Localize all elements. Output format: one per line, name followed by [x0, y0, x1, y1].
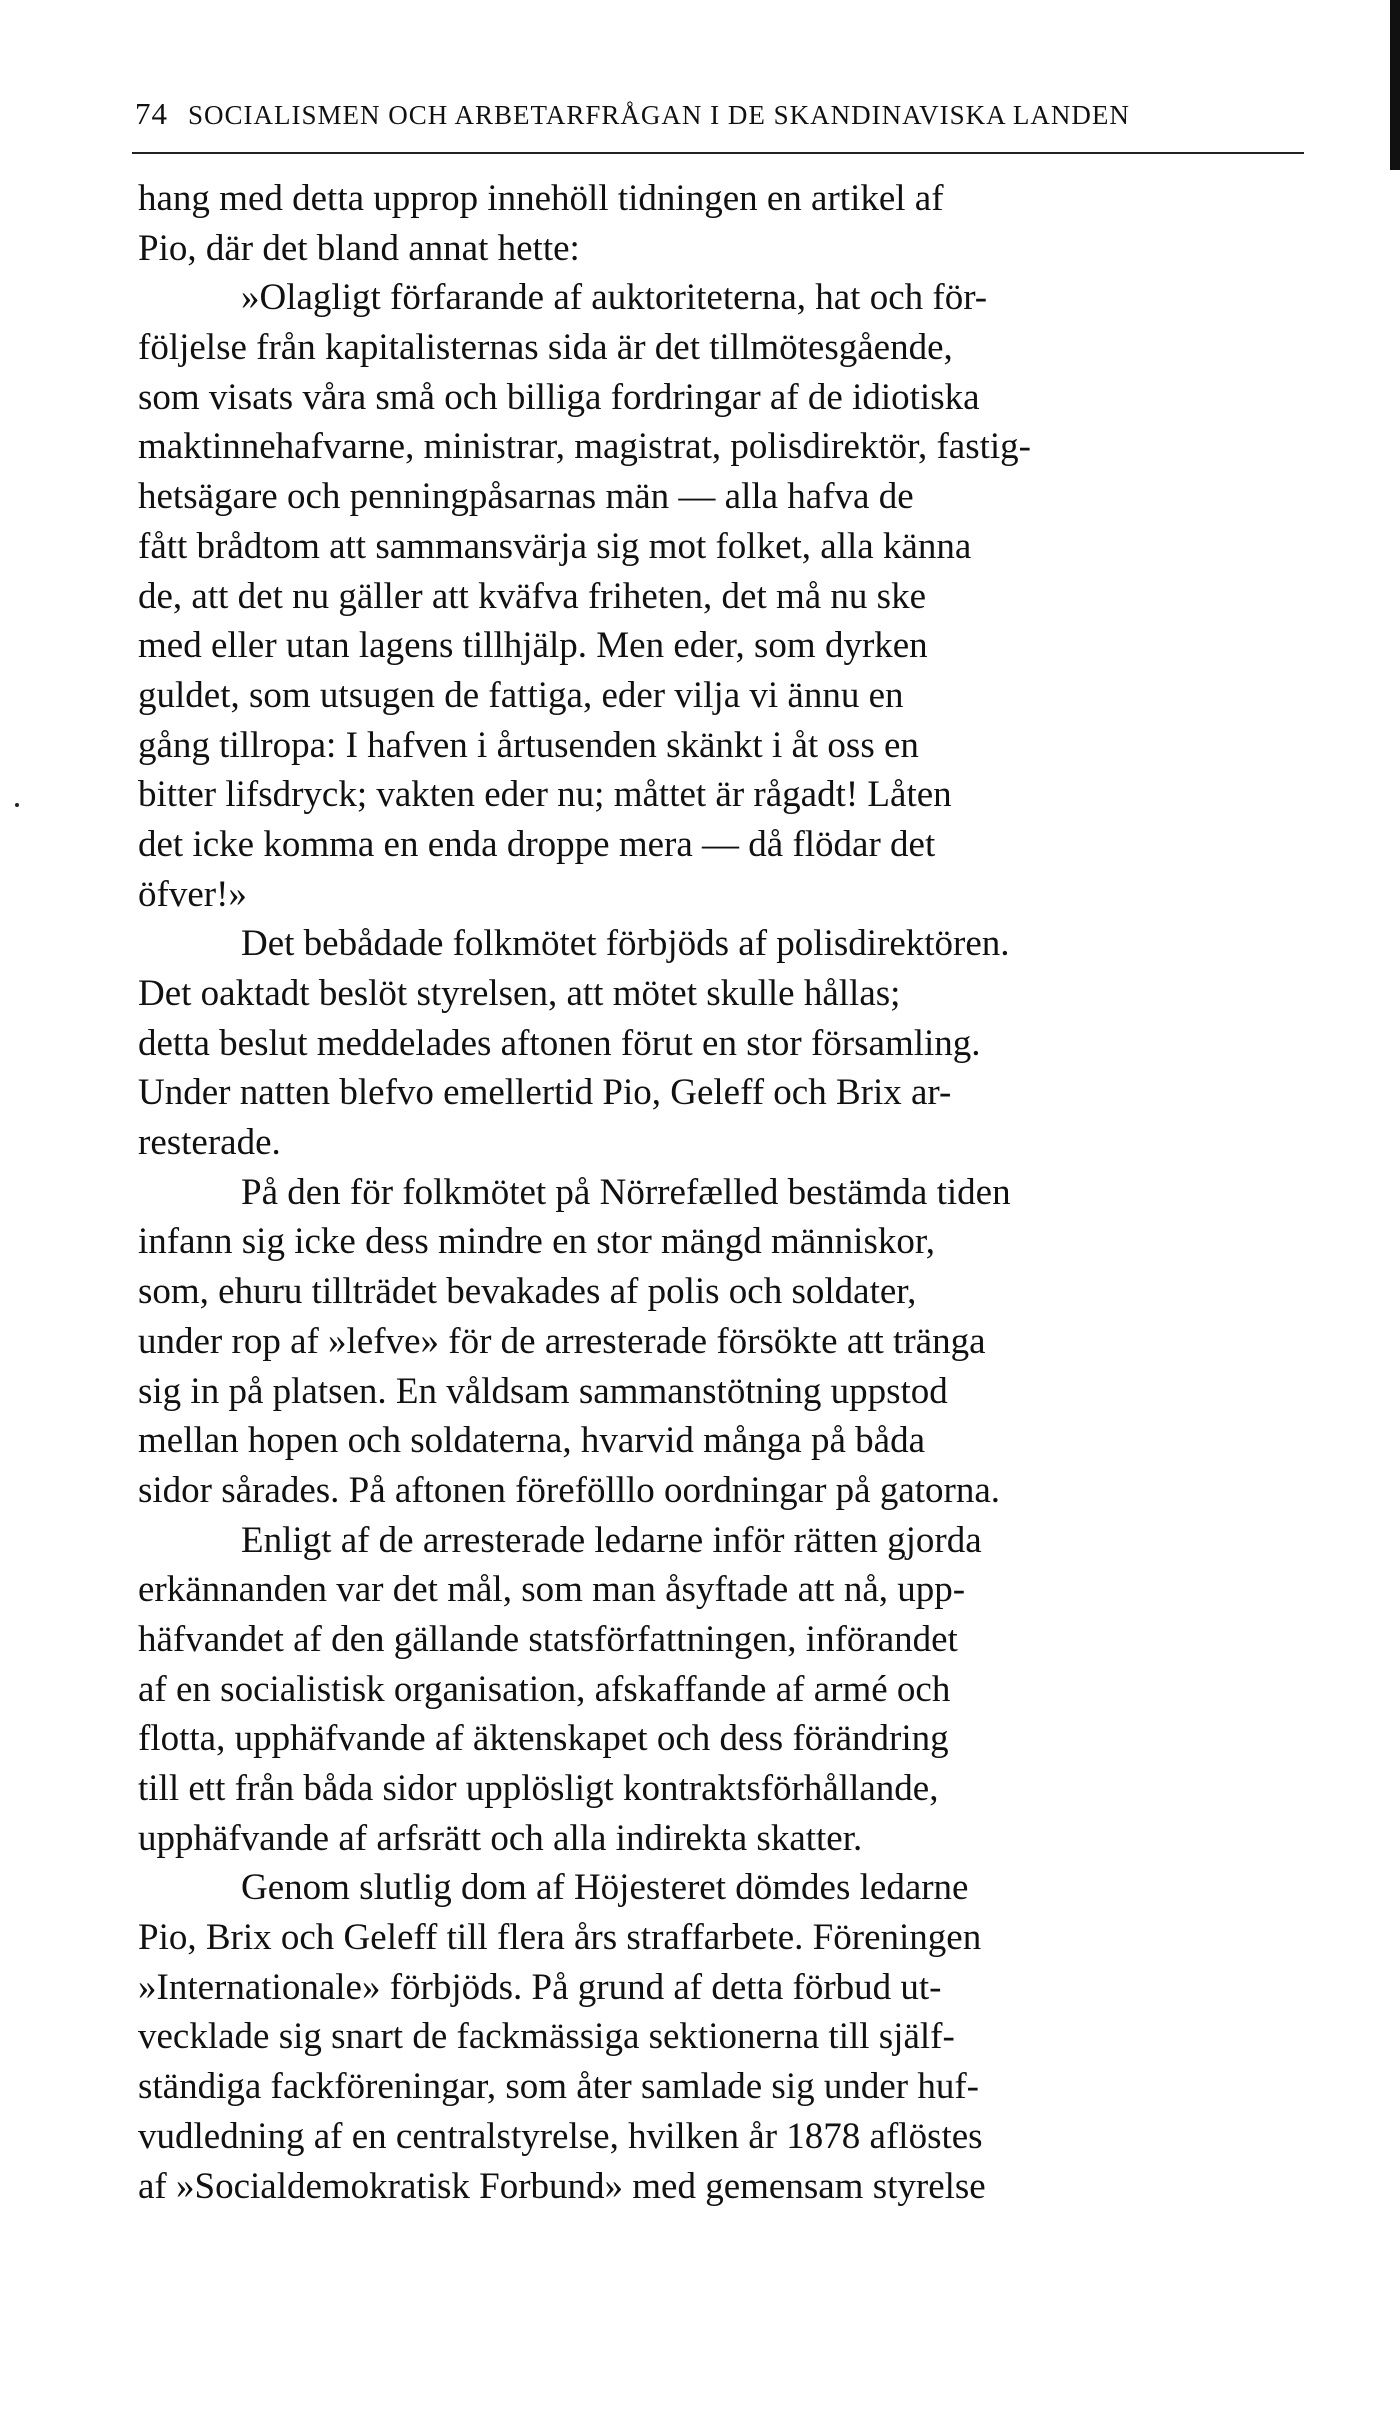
running-header: [135, 96, 1305, 136]
text-line: af »Socialdemokratisk Forbund» med gemensam styrelse: [138, 2165, 986, 2207]
text-line: vecklade sig snart de fackmässiga sektionerna till själf-: [138, 2016, 955, 2058]
text-line: erkännanden var det mål, som man åsyftade att nå, upp-: [138, 1569, 966, 1611]
text-line: som visats våra små och billiga fordringar af de idiotiska: [138, 376, 980, 418]
body-text: [138, 174, 1348, 2211]
text-line: Pio, Brix och Geleff till flera års straffarbete. Föreningen: [138, 1917, 982, 1959]
page-number: 74: [135, 96, 168, 131]
text-line: Det oaktadt beslöt styrelsen, att mötet skulle hållas;: [138, 973, 901, 1014]
text-line: Under natten blefvo emellertid Pio, Geleff och Brix ar-: [138, 1072, 952, 1114]
text-line: resterade.: [138, 1122, 281, 1164]
text-line: fått brådtom att sammansvärja sig mot folket, alla känna: [138, 525, 972, 567]
text-line: infann sig icke dess mindre en stor mängd människor,: [138, 1221, 935, 1263]
text-line: På den för folkmötet på Nörrefælled bestämda tiden: [241, 1171, 1011, 1213]
text-line: »Internationale» förbjöds. På grund af detta förbud ut-: [138, 1966, 942, 2008]
text-line: sig in på platsen. En våldsam sammanstötning uppstod: [138, 1370, 948, 1412]
text-line: hetsägare och penningpåsarnas män — alla hafva de: [138, 476, 914, 518]
text-line: gång tillropa: I hafven i årtusenden skänkt i åt oss en: [138, 724, 919, 766]
text-line: Det bebådade folkmötet förbjöds af polisdirektören.: [241, 923, 1010, 965]
page-edge-mark: [1390, 0, 1400, 170]
text-line: Enligt af de arresterade ledarne inför rätten gjorda: [241, 1519, 982, 1561]
text-line: maktinnehafvarne, ministrar, magistrat, polisdirektör, fastig-: [138, 426, 1032, 468]
page-speck: [15, 803, 19, 807]
text-line: öfver!»: [138, 873, 247, 915]
header-rule: [132, 152, 1304, 154]
text-line: det icke komma en enda droppe mera — då flödar det: [138, 823, 936, 865]
text-line: flotta, upphäfvande af äktenskapet och dess förändring: [138, 1718, 949, 1760]
text-line: de, att det nu gäller att kväfva friheten, det må nu ske: [138, 575, 927, 617]
text-line: hang med detta upprop innehöll tidningen en artikel af: [138, 178, 944, 219]
text-line: häfvandet af den gällande statsförfattningen, införandet: [138, 1618, 958, 1660]
text-line: guldet, som utsugen de fattiga, eder vilja vi ännu en: [138, 674, 904, 716]
text-line: under rop af »lefve» för de arresterade försökte att tränga: [138, 1320, 986, 1362]
text-line: upphäfvande af arfsrätt och alla indirekta skatter.: [138, 1817, 863, 1859]
text-line: till ett från båda sidor upplösligt kontraktsförhållande,: [138, 1768, 939, 1809]
text-line: Genom slutlig dom af Höjesteret dömdes ledarne: [241, 1867, 969, 1909]
text-line: bitter lifsdryck; vakten eder nu; måttet är rågadt! Låten: [138, 774, 952, 816]
text-line: vudledning af en centralstyrelse, hvilken år 1878 aflöstes: [138, 2115, 983, 2157]
text-line: följelse från kapitalisternas sida är det tillmötesgående,: [138, 327, 953, 369]
text-line: med eller utan lagens tillhjälp. Men eder, som dyrken: [138, 625, 928, 667]
text-line: som, ehuru tillträdet bevakades af polis och soldater,: [138, 1271, 917, 1313]
text-line: detta beslut meddelades aftonen förut en stor församling.: [138, 1022, 981, 1064]
text-line: af en socialistisk organisation, afskaffande af armé och: [138, 1668, 951, 1710]
text-line: »Olagligt förfarande af auktoriteterna, hat och för-: [241, 277, 988, 319]
text-line: Pio, där det bland annat hette:: [138, 227, 580, 269]
running-title: SOCIALISMEN OCH ARBETARFRÅGAN I DE SKANDINAVISKA LANDEN: [188, 100, 1130, 130]
text-line: mellan hopen och soldaterna, hvarvid många på båda: [138, 1420, 925, 1462]
text-line: sidor sårades. På aftonen förefölllo oordningar på gatorna.: [138, 1469, 1001, 1511]
text-line: ständiga fackföreningar, som åter samlade sig under huf-: [138, 2066, 979, 2108]
